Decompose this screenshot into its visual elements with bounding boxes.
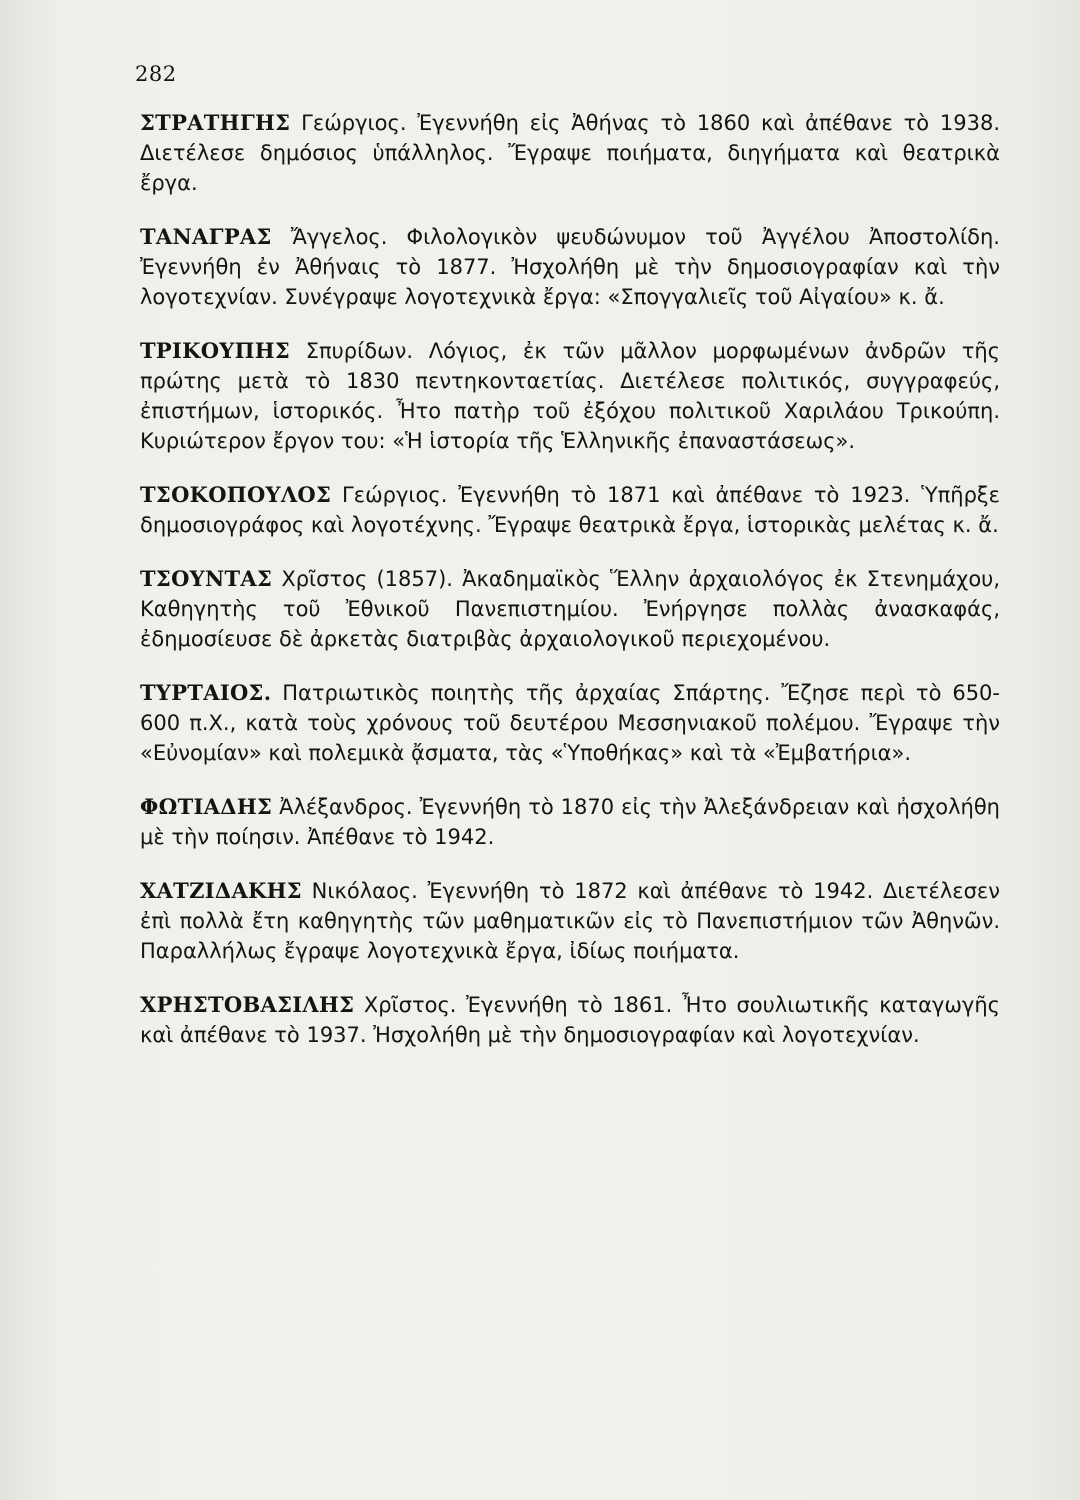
entry-name: ΧΡΗΣΤΟΒΑΣΙΛΗΣ [140, 992, 355, 1017]
entry-text: Χρῖστος. Ἐγεννήθη τὸ 1861. Ἦτο σουλιωτικῆς καταγωγῆς καὶ ἀπέθανε τὸ 1937. Ἠσχολήθη μὲ τὴν δημοσιογραφίαν καὶ λογοτεχνίαν. [140, 993, 1000, 1047]
entry-tyrtaios [140, 678, 1000, 768]
entry-trikoupis [140, 336, 1000, 456]
entry-tsokopoulos [140, 480, 1000, 540]
entry-tsountas [140, 564, 1000, 654]
entry-name: ΦΩΤΙΑΔΗΣ [140, 794, 273, 819]
entry-text: Χρῖστος (1857). Ἀκαδημαϊκὸς Ἕλλην ἀρχαιολόγος ἐκ Στενημάχου, Καθηγητὴς τοῦ Ἐθνικοῦ Πανεπιστημίου. Ἐνήργησε πολλὰς ἀνασκαφάς, ἐδημοσίευσε δὲ ἀρκετὰς διατριβὰς ἀρχαιολογικοῦ περιεχομένου. [140, 567, 1000, 651]
entry-name: ΤΥΡΤΑΙΟΣ. [140, 680, 272, 705]
entry-chatzidakis [140, 876, 1000, 966]
entry-name: ΤΑΝΑΓΡΑΣ [140, 224, 272, 249]
entry-name: ΤΣΟΚΟΠΟΥΛΟΣ [140, 482, 332, 507]
entry-text: Γεώργιος. Ἐγεννήθη τὸ 1871 καὶ ἀπέθανε τὸ 1923. Ὑπῆρξε δημοσιογράφος καὶ λογοτέχνης. Ἔγραψε θεατρικὰ ἔργα, ἱστορικὰς μελέτας κ. ἄ. [140, 483, 1000, 537]
entry-text: Πατριωτικὸς ποιητὴς τῆς ἀρχαίας Σπάρτης. Ἔζησε περὶ τὸ 650-600 π.Χ., κατὰ τοὺς χρόνους τοῦ δευτέρου Μεσσηνιακοῦ πολέμου. Ἔγραψε τὴν «Εὐνομίαν» καὶ πολεμικὰ ᾄσματα, τὰς «Ὑποθήκας» καὶ τὰ «Ἐμβατήρια». [140, 681, 1000, 765]
page-number: 282 [135, 62, 177, 86]
entry-name: ΤΣΟΥΝΤΑΣ [140, 566, 273, 591]
entry-fotiadis [140, 792, 1000, 852]
entry-list [140, 108, 1000, 1074]
entry-text: Γεώργιος. Ἐγεννήθη εἰς Ἀθήνας τὸ 1860 καὶ ἀπέθανε τὸ 1938. Διετέλεσε δημόσιος ὑπάλληλος. Ἔγραψε ποιήματα, διηγήματα καὶ θεατρικὰ ἔργα. [140, 111, 1000, 195]
entry-text: Ἄγγελος. Φιλολογικὸν ψευδώνυμον τοῦ Ἀγγέλου Ἀποστολίδη. Ἐγεννήθη ἐν Ἀθήναις τὸ 1877. Ἠσχολήθη μὲ τὴν δημοσιογραφίαν καὶ τὴν λογοτεχνίαν. Συνέγραψε λογοτεχνικὰ ἔργα: «Σπογγαλιεῖς τοῦ Αἰγαίου» κ. ἄ. [140, 225, 1000, 309]
entry-tanagras [140, 222, 1000, 312]
entry-stratigis [140, 108, 1000, 198]
entry-name: ΤΡΙΚΟΥΠΗΣ [140, 338, 290, 363]
entry-name: ΣΤΡΑΤΗΓΗΣ [140, 110, 291, 135]
entry-text: Ἀλέξανδρος. Ἐγεννήθη τὸ 1870 εἰς τὴν Ἀλεξάνδρειαν καὶ ἠσχολήθη μὲ τὴν ποίησιν. Ἀπέθανε τὸ 1942. [140, 795, 1000, 849]
entry-text: Σπυρίδων. Λόγιος, ἐκ τῶν μᾶλλον μορφωμένων ἀνδρῶν τῆς πρώτης μετὰ τὸ 1830 πεντηκονταετίας. Διετέλεσε πολιτικός, συγγραφεύς, ἐπιστήμων, ἱστορικός. Ἦτο πατὴρ τοῦ ἐξόχου πολιτικοῦ Χαριλάου Τρικούπη. Κυριώτερον ἔργον του: «Ἡ ἱστορία τῆς Ἑλληνικῆς ἐπαναστάσεως». [140, 339, 1000, 453]
entry-text: Νικόλαος. Ἐγεννήθη τὸ 1872 καὶ ἀπέθανε τὸ 1942. Διετέλεσεν ἐπὶ πολλὰ ἔτη καθηγητὴς τῶν μαθηματικῶν εἰς τὸ Πανεπιστήμιον τῶν Ἀθηνῶν. Παραλλήλως ἔγραψε λογοτεχνικὰ ἔργα, ἰδίως ποιήματα. [140, 879, 1000, 963]
entry-christovasilis [140, 990, 1000, 1050]
entry-name: ΧΑΤΖΙΔΑΚΗΣ [140, 878, 302, 903]
